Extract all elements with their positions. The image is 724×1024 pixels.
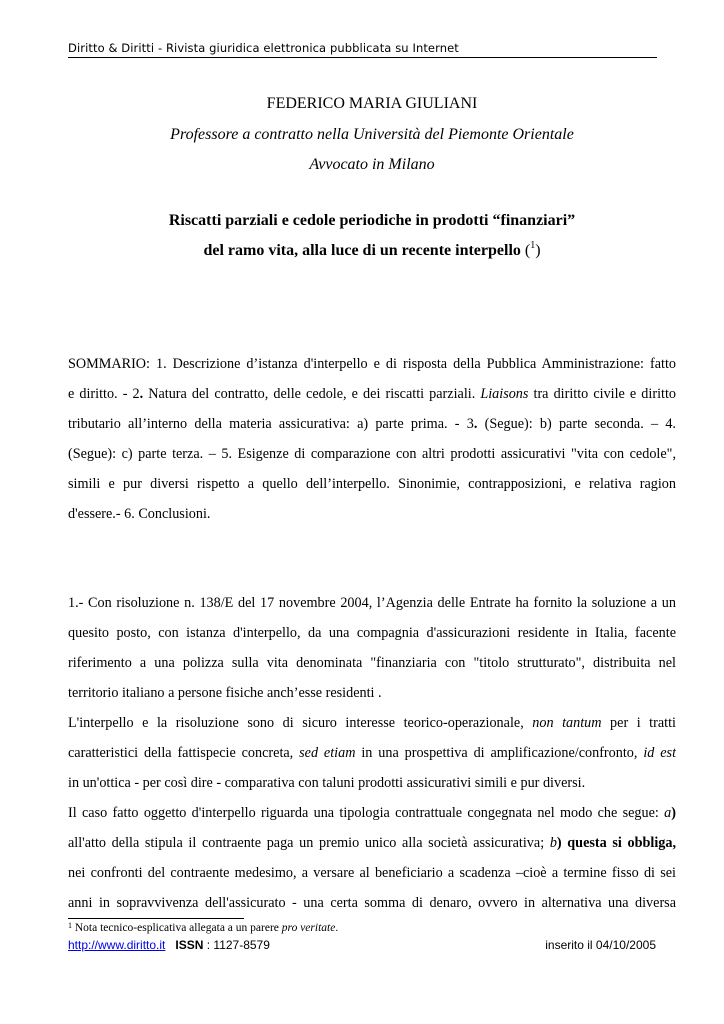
body-line: anni in sopravvivenza dell'assicurato - una certa somma di denaro, ovvero in alternativa una diversa: [68, 895, 676, 911]
article-title-line-2: [68, 242, 676, 260]
body-line: caratteristici della fattispecie concreta, sed etiam in una prospettiva di amplificazione/confronto, id est: [68, 745, 676, 761]
page-footer: [68, 938, 656, 952]
body-line: all'atto della stipula il contraente paga un premio unico alla società assicurativa; b) questa si obbliga,: [68, 835, 676, 851]
footnote-reference: ($^1$): [524, 240, 541, 259]
author-affiliation: Professore a contratto nella Università del Piemonte Orientale: [170, 126, 574, 143]
body-line: Il caso fatto oggetto d'interpello riguarda una tipologia contrattuale congegnata nel modo che segue: a): [68, 805, 676, 821]
section-1-body: [68, 588, 676, 918]
author-role: Avvocato in Milano: [309, 156, 435, 173]
summary-line: (Segue): c) parte terza. – 5. Esigenze di comparazione con altri prodotti assicurativi "vita con cedole",: [68, 446, 676, 462]
body-line: 1.- Con risoluzione n. 138/E del 17 novembre 2004, l’Agenzia delle Entrate ha fornito la soluzione a un: [68, 595, 676, 611]
summary-line: SOMMARIO: 1. Descrizione d’istanza d'interpello e di risposta della Pubblica Amministrazione: fatto: [68, 356, 676, 372]
summary-line: tributario all’interno della materia assicurativa: a) parte prima. - 3. (Segue): b) parte seconda. – 4.: [68, 416, 676, 432]
body-line: in un'ottica - per così dire - comparativa con taluni prodotti assicurativi simili e pur diversi.: [68, 775, 586, 791]
summary-line: e diritto. - 2. Natura del contratto, delle cedole, e dei riscatti parziali. Liaisons tra diritto civile e diritto: [68, 386, 676, 402]
body-line: L'interpello e la risoluzione sono di sicuro interesse teorico-operazionale, non tantum per i tratti: [68, 715, 676, 731]
body-line: territorio italiano a persone fisiche anch’esse residenti .: [68, 685, 382, 701]
author-name: FEDERICO MARIA GIULIANI: [266, 95, 478, 112]
summary-paragraph: [68, 349, 676, 529]
body-line: quesito posto, con istanza d'interpello, da una compagnia d'assicurazioni residente in Italia, facente: [68, 625, 676, 641]
issn-value: : 1127-8579: [203, 938, 270, 952]
insertion-date: inserito il 04/10/2005: [545, 938, 656, 952]
summary-line: d'essere.- 6. Conclusioni.: [68, 506, 211, 522]
header-divider: [68, 57, 657, 58]
issn-label: ISSN: [175, 938, 204, 952]
article-title-line-1: Riscatti parziali e cedole periodiche in prodotti “finanziari”: [168, 212, 576, 229]
site-link[interactable]: http://www.diritto.it: [68, 938, 166, 952]
body-line: nei confronti del contraente medesimo, a versare al beneficiario a scadenza –cioè a termine fisso di sei: [68, 865, 676, 881]
body-line: riferimento a una polizza sulla vita denominata "finanziaria con "titolo strutturato", distribuita nel: [68, 655, 676, 671]
running-header: Diritto & Diritti - Rivista giuridica elettronica pubblicata su Internet: [68, 41, 459, 55]
footnote: $^1$ Nota tecnico-esplicativa allegata a un parere pro veritate.: [68, 921, 339, 934]
title-text: del ramo vita, alla luce di un recente interpello: [203, 242, 521, 259]
footnote-divider: [68, 918, 244, 919]
summary-line: simili e pur diversi rispetto a quello dell’interpello. Sinonimie, contrapposizioni, e relativa ragion: [68, 476, 676, 492]
